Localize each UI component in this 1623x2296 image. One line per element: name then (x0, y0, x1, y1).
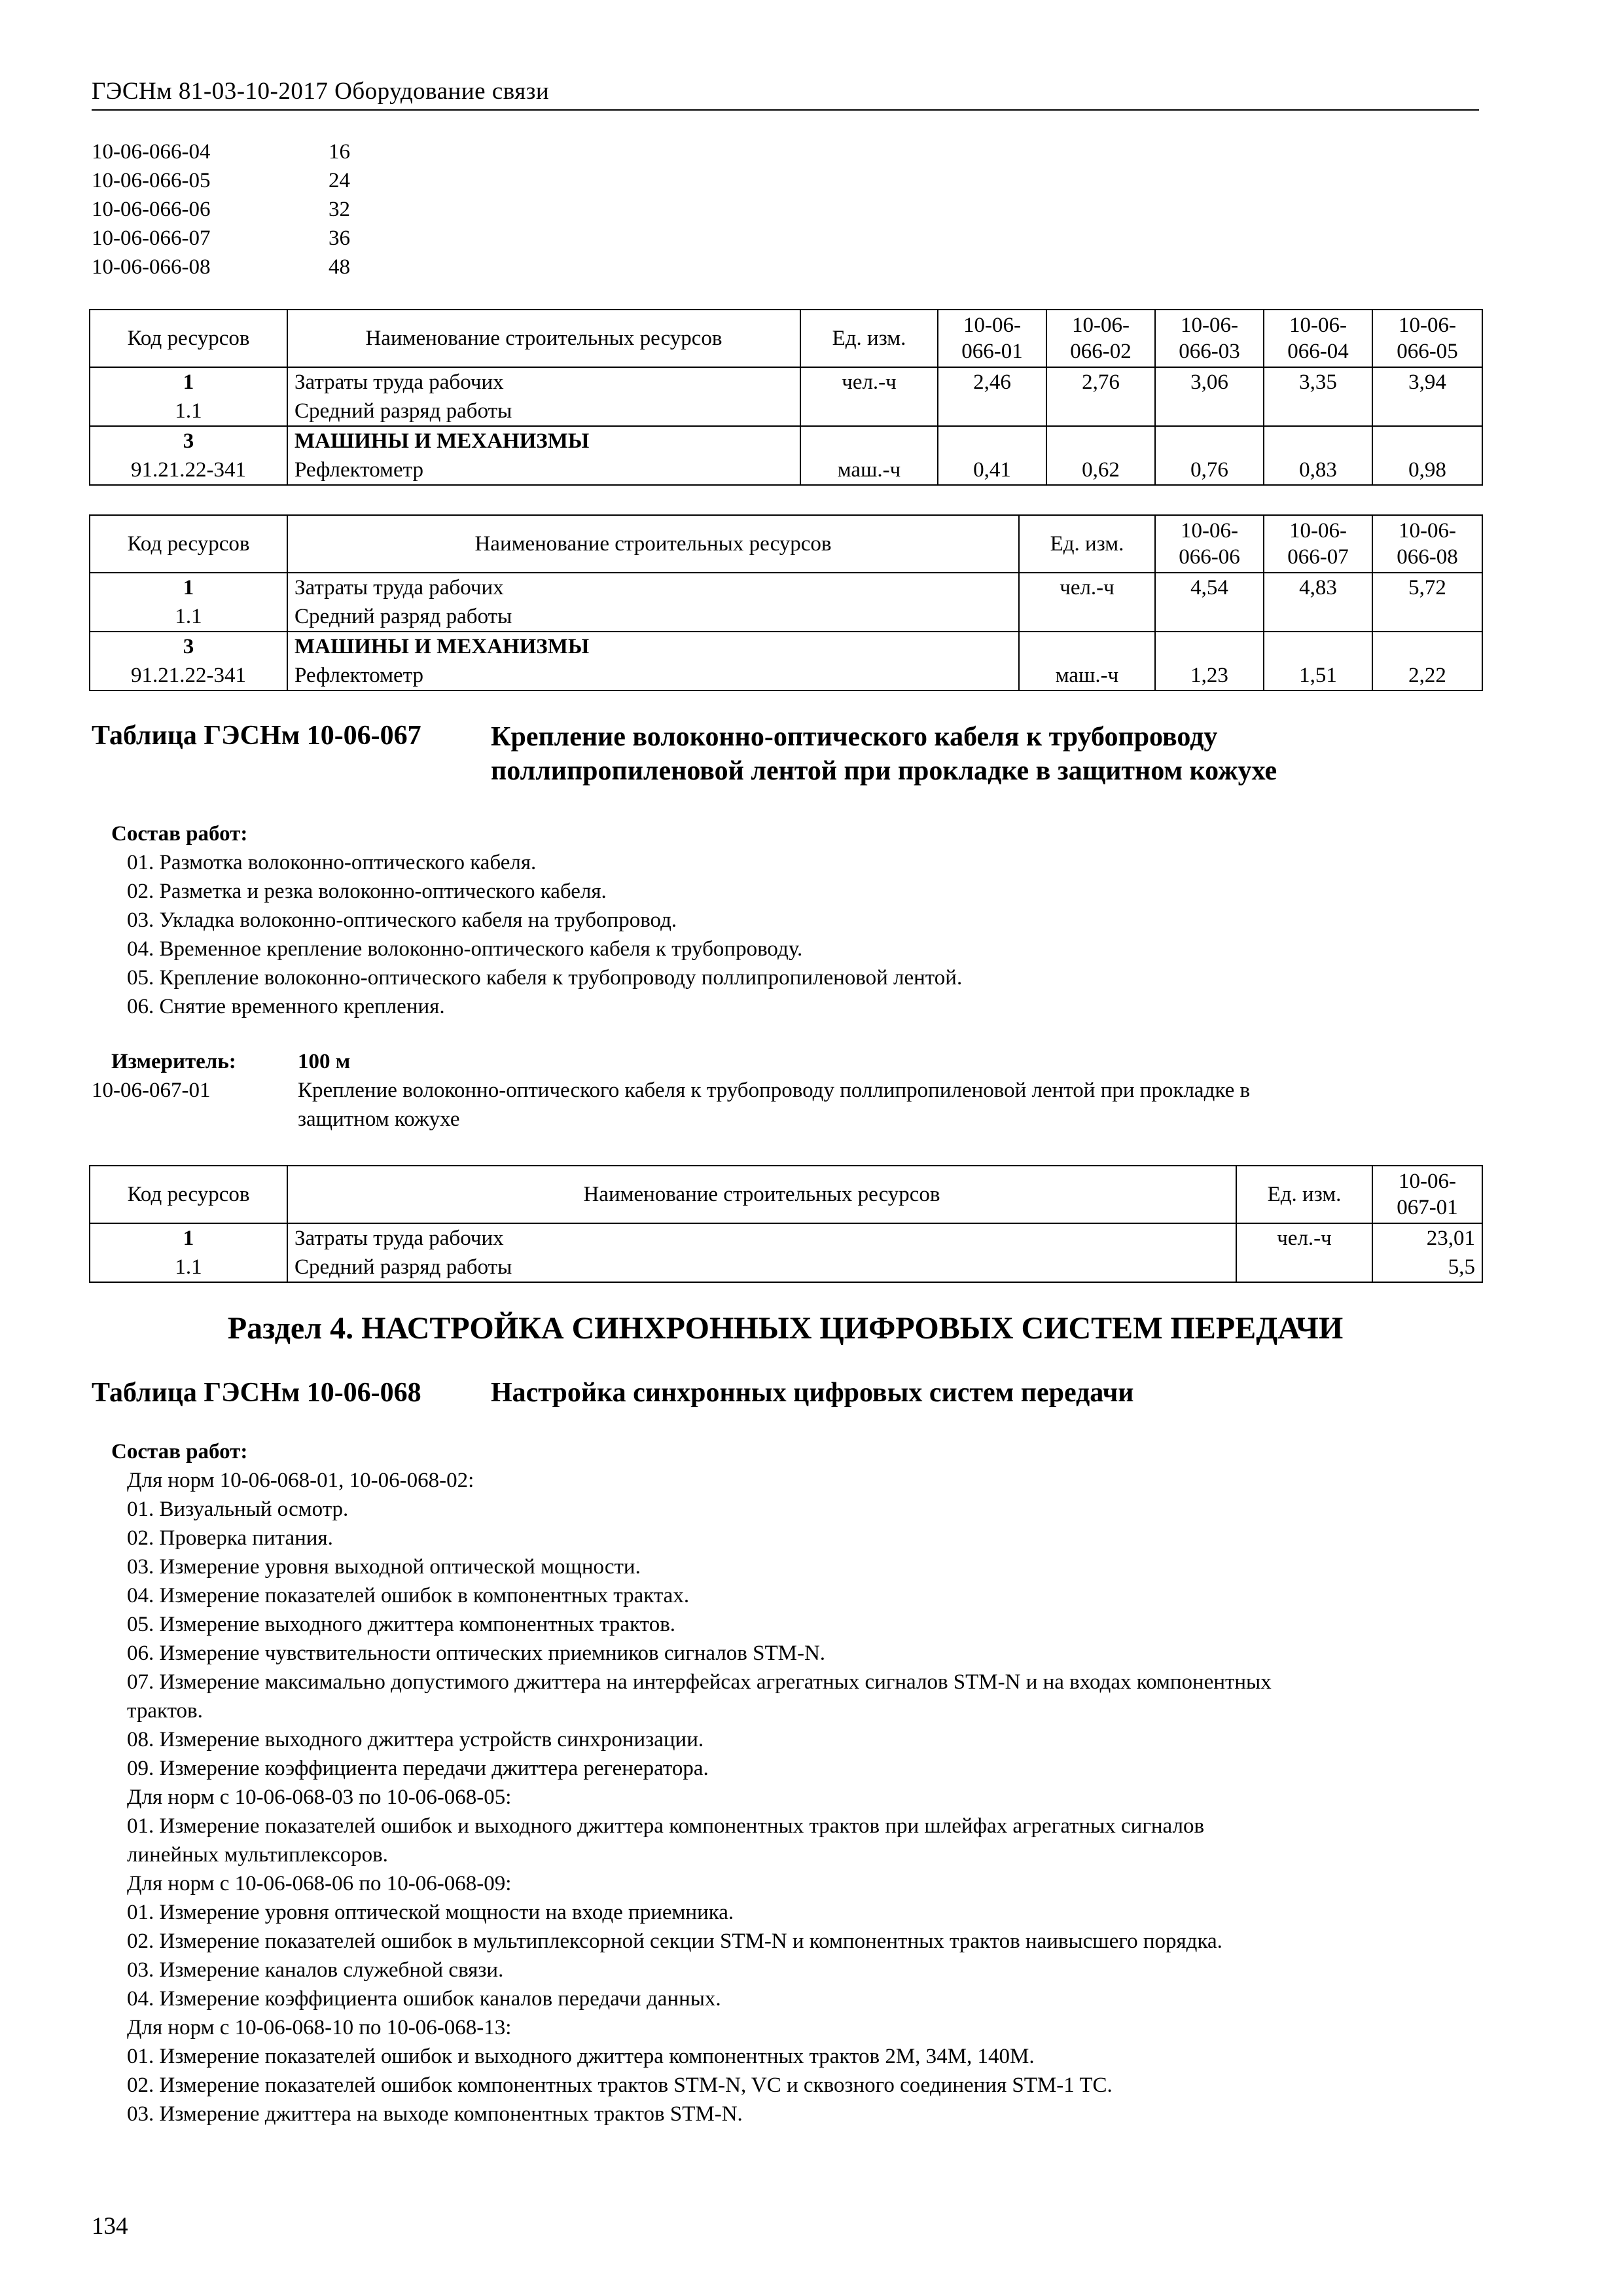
section-title: Раздел 4. НАСТРОЙКА СИНХРОННЫХ ЦИФРОВЫХ СИСТЕМ ПЕРЕДАЧИ (227, 1311, 1344, 1346)
col-header-name: Наименование строительных ресурсов (287, 1166, 1236, 1223)
table-row: 1 1.1 Затраты труда рабочих Средний разряд работы чел.-ч 2,46 2,76 3,06 3,35 3,94 (90, 367, 1482, 426)
col-header-unit: Ед. изм. (800, 310, 938, 367)
list-item: 01. Размотка волоконно-оптического кабеля. (127, 851, 537, 874)
col-header-norm: 10-06- 066-02 (1046, 310, 1155, 367)
list-item: Для норм 10-06-068-01, 10-06-068-02: (127, 1469, 474, 1492)
work-composition-heading: Состав работ: (111, 822, 248, 846)
norm-code: 10-06-067-01 (92, 1079, 211, 1102)
col-header-unit: Ед. изм. (1019, 515, 1155, 573)
table-row: 3 91.21.22-341 МАШИНЫ И МЕХАНИЗМЫ Рефлектометр маш.-ч 0,41 0,62 0,76 0,83 0,98 (90, 426, 1482, 485)
list-item: 04. Измерение коэффициента ошибок каналов передачи данных. (127, 1987, 721, 2011)
list-item: 02. Разметка и резка волоконно-оптического кабеля. (127, 880, 607, 903)
list-item: 03. Измерение каналов служебной связи. (127, 1958, 504, 1982)
norm-code-list (92, 137, 350, 281)
list-item: 06. Измерение чувствительности оптических приемников сигналов STM-N. (127, 1641, 826, 1665)
col-header-code: Код ресурсов (90, 1166, 287, 1223)
table-row: 1 1.1 Затраты труда рабочих Средний разряд работы чел.-ч 4,54 4,83 5,72 (90, 573, 1482, 632)
list-item: 01. Визуальный осмотр. (127, 1498, 349, 1521)
list-item: 04. Измерение показателей ошибок в компонентных трактах. (127, 1584, 690, 1607)
list-item: Для норм с 10-06-068-06 по 10-06-068-09: (127, 1872, 512, 1895)
col-header-norm: 10-06- 066-04 (1264, 310, 1372, 367)
code-list-item: 10-06-066-04 16 (92, 140, 350, 164)
table-row: 3 91.21.22-341 МАШИНЫ И МЕХАНИЗМЫ Рефлектометр маш.-ч 1,23 1,51 2,22 (90, 632, 1482, 691)
col-header-norm: 10-06- 066-07 (1264, 515, 1372, 573)
code-list-item: 10-06-066-05 24 (92, 169, 350, 192)
list-item: 05. Крепление волоконно-оптического кабеля к трубопроводу поллипропиленовой лентой. (127, 966, 963, 990)
list-item: 03. Измерение уровня выходной оптической мощности. (127, 1555, 641, 1579)
list-item: 07. Измерение максимально допустимого джиттера на интерфейсах агрегатных сигналов STM-N и на входах компонентных (127, 1670, 1272, 1694)
col-header-code: Код ресурсов (90, 310, 287, 367)
list-item: 03. Измерение джиттера на выходе компонентных трактов STM-N. (127, 2102, 743, 2126)
list-item: 09. Измерение коэффициента передачи джиттера регенератора. (127, 1757, 709, 1780)
list-item: 04. Временное крепление волоконно-оптического кабеля к трубопроводу. (127, 937, 803, 961)
col-header-norm: 10-06- 066-08 (1372, 515, 1482, 573)
table-067-name: Крепление волоконно-оптического кабеля к трубопроводу поллипропиленовой лентой при прокладке в защитном кожухе (491, 722, 1277, 786)
table-068-name: Настройка синхронных цифровых систем передачи (491, 1378, 1134, 1408)
table-067-label: Таблица ГЭСНм 10-06-067 (92, 721, 421, 751)
resource-table-066-06-08 (89, 514, 1483, 691)
work-composition-list (127, 848, 962, 1021)
list-item: 06. Снятие временного крепления. (127, 995, 445, 1018)
resource-table-067-01 (89, 1165, 1483, 1283)
running-header: ГЭСНм 81-03-10-2017 Оборудование связи (92, 78, 550, 105)
list-item: 01. Измерение показателей ошибок и выходного джиттера компонентных трактов при шлейфах агрегатных сигналов (127, 1814, 1205, 1838)
list-item: 03. Укладка волоконно-оптического кабеля на трубопровод. (127, 908, 677, 932)
col-header-norm: 10-06- 066-05 (1372, 310, 1482, 367)
list-item: 02. Измерение показателей ошибок в мультиплексорной секции STM-N и компонентных трактов наивысшего порядка. (127, 1929, 1222, 1953)
list-item: Для норм с 10-06-068-03 по 10-06-068-05: (127, 1785, 512, 1809)
col-header-name: Наименование строительных ресурсов (287, 310, 800, 367)
col-header-name: Наименование строительных ресурсов (287, 515, 1019, 573)
list-item: 05. Измерение выходного джиттера компонентных трактов. (127, 1613, 676, 1636)
list-item: Для норм с 10-06-068-10 по 10-06-068-13: (127, 2016, 512, 2039)
code-list-item: 10-06-066-07 36 (92, 226, 350, 250)
col-header-norm: 10-06- 066-01 (938, 310, 1046, 367)
list-item: 02. Проверка питания. (127, 1526, 333, 1550)
page-number: 134 (92, 2213, 128, 2240)
col-header-norm: 10-06- 066-03 (1155, 310, 1264, 367)
list-item: 02. Измерение показателей ошибок компонентных трактов STM-N, VC и сквозного соединения STM-1 TC. (127, 2073, 1113, 2097)
col-header-unit: Ед. изм. (1236, 1166, 1372, 1223)
code-list-item: 10-06-066-06 32 (92, 198, 350, 221)
col-header-code: Код ресурсов (90, 515, 287, 573)
table-068-label: Таблица ГЭСНм 10-06-068 (92, 1378, 421, 1408)
meter-value: 100 м (298, 1050, 351, 1073)
work-composition-list (127, 1466, 1272, 2128)
list-item: 08. Измерение выходного джиттера устройств синхронизации. (127, 1728, 704, 1751)
col-header-norm: 10-06- 066-06 (1155, 515, 1264, 573)
norm-description: Крепление волоконно-оптического кабеля к трубопроводу поллипропиленовой лентой при прокладке в защитном кожухе (298, 1079, 1251, 1131)
list-item: трактов. (127, 1699, 203, 1723)
header-rule (92, 109, 1479, 111)
table-row: 1 1.1 Затраты труда рабочих Средний разряд работы чел.-ч 23,01 5,5 (90, 1223, 1482, 1282)
list-item: 01. Измерение показателей ошибок и выходного джиттера компонентных трактов 2М, 34М, 140М. (127, 2045, 1035, 2068)
list-item: 01. Измерение уровня оптической мощности на входе приемника. (127, 1901, 734, 1924)
col-header-norm: 10-06- 067-01 (1372, 1166, 1482, 1223)
list-item: линейных мультиплексоров. (127, 1843, 388, 1867)
code-list-item: 10-06-066-08 48 (92, 255, 350, 279)
work-composition-heading: Состав работ: (111, 1440, 248, 1463)
meter-label: Измеритель: (111, 1050, 236, 1073)
resource-table-066-01-05 (89, 309, 1483, 486)
